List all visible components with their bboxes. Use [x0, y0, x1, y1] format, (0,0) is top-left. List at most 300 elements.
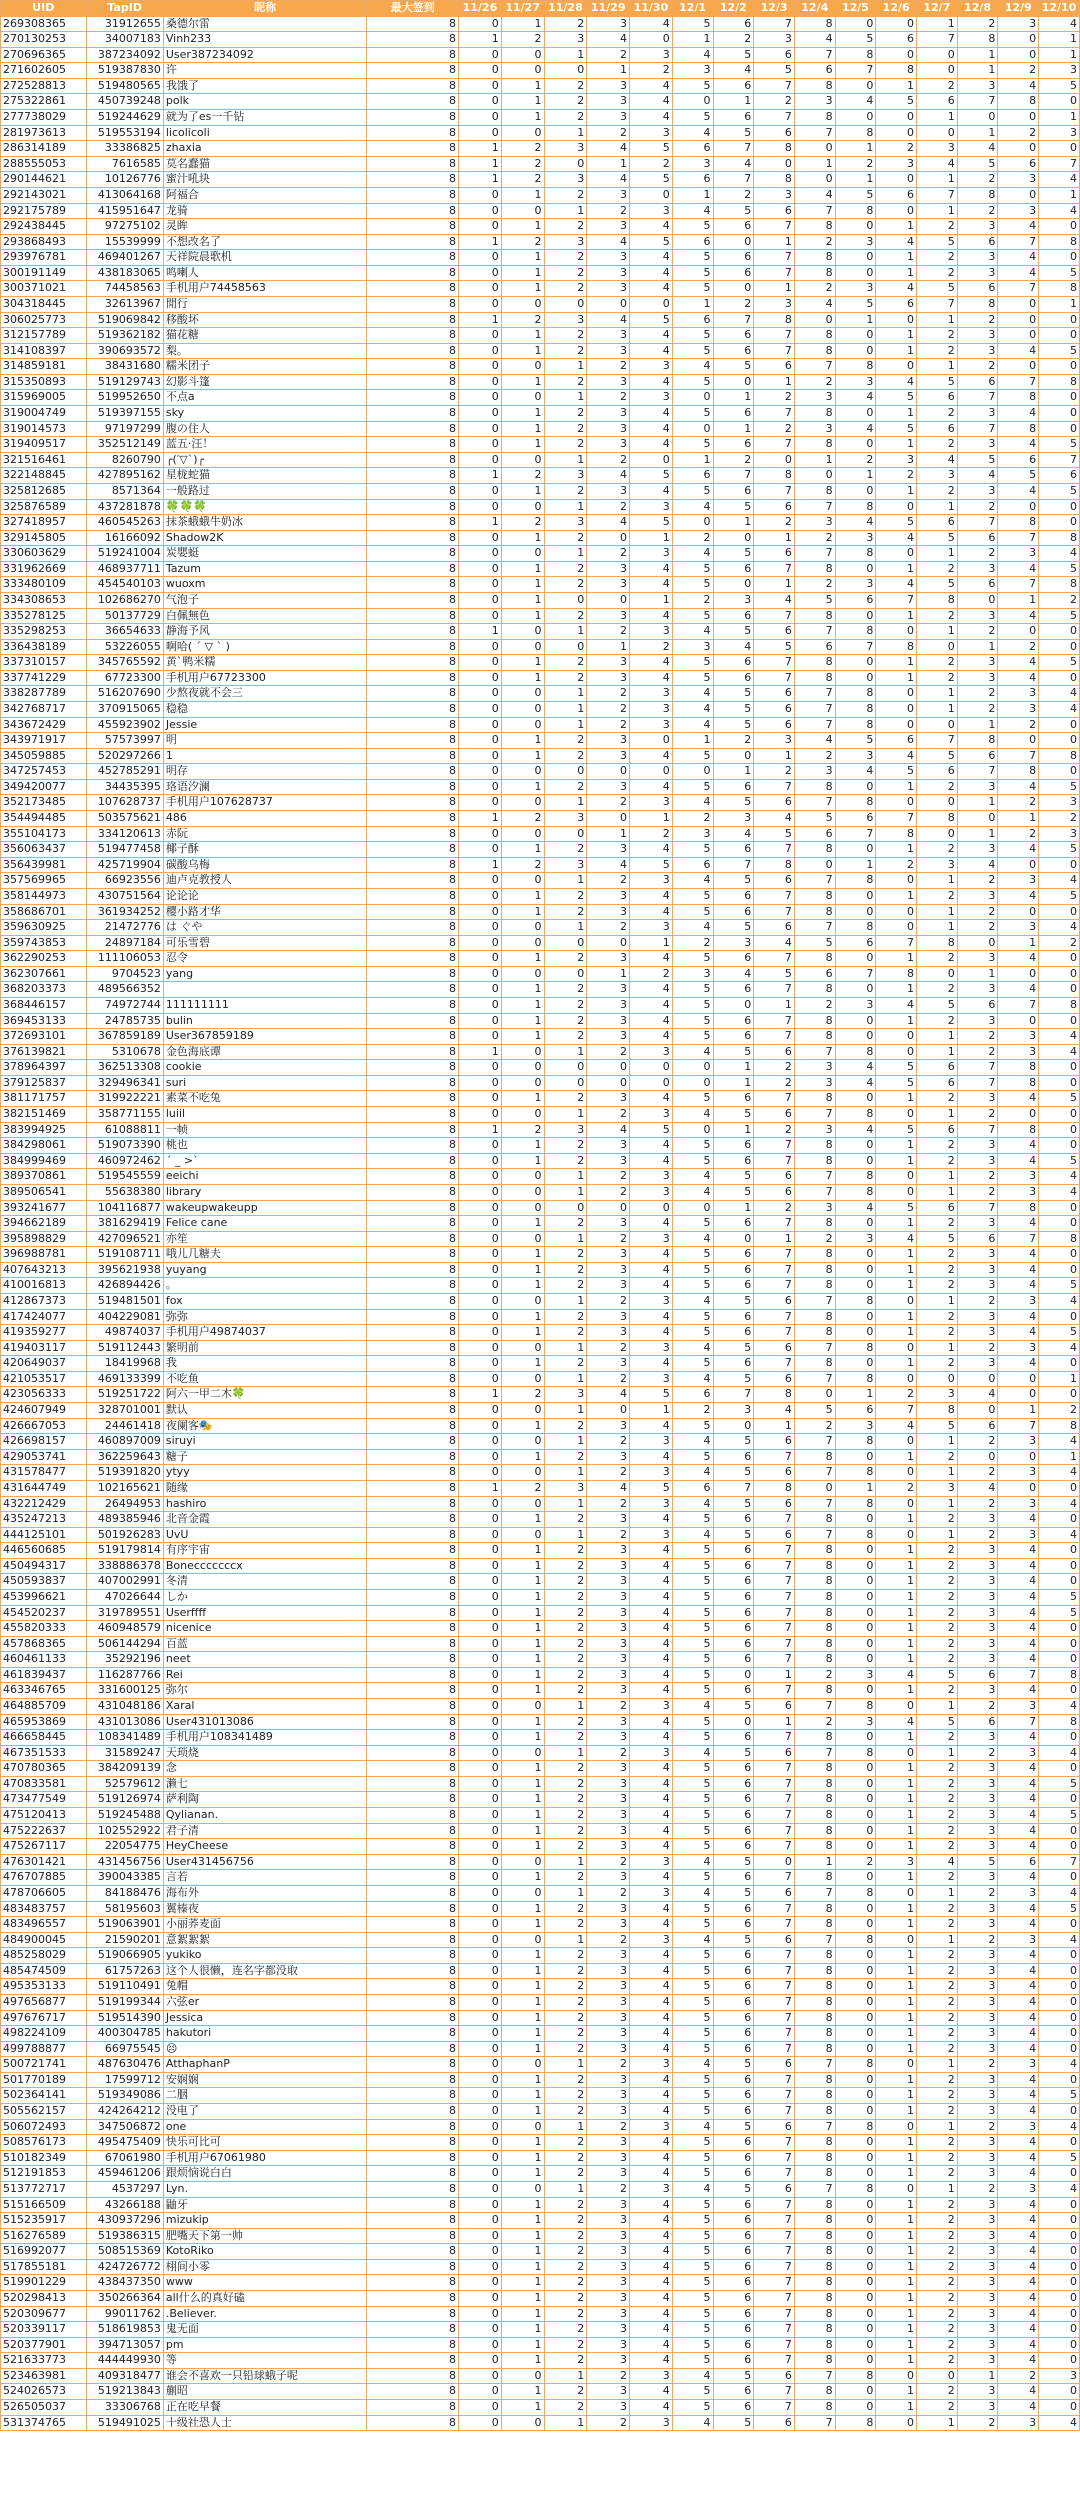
- table-cell: 8: [917, 935, 958, 951]
- table-cell: 6: [713, 2275, 754, 2291]
- table-cell: 485474509: [1, 1963, 87, 1979]
- table-cell: 0: [835, 1449, 876, 1465]
- table-cell: 5: [794, 592, 835, 608]
- table-cell: 1: [459, 32, 502, 48]
- table-cell: 8: [794, 1449, 835, 1465]
- table-cell: 4: [630, 219, 673, 235]
- table-cell: 5: [713, 1932, 754, 1948]
- table-cell: 3: [630, 702, 673, 718]
- table-cell: 0: [459, 530, 502, 546]
- table-cell: 2: [957, 920, 998, 936]
- table-cell: 3: [587, 187, 630, 203]
- table-cell: 321516461: [1, 452, 87, 468]
- table-cell: 4: [630, 779, 673, 795]
- table-cell: 347257453: [1, 764, 87, 780]
- table-cell: 1: [544, 920, 587, 936]
- table-cell: 8: [367, 110, 459, 126]
- table-cell: 8: [367, 1605, 459, 1621]
- table-cell: 8: [794, 1621, 835, 1637]
- table-cell: 0: [835, 1652, 876, 1668]
- table-cell: 58195603: [86, 1901, 163, 1917]
- table-cell: 手机用户49874037: [163, 1325, 367, 1341]
- table-cell: 8: [754, 172, 795, 188]
- table-cell: 0: [1039, 1107, 1080, 1123]
- table-cell: 2: [957, 1434, 998, 1450]
- table-cell: 6: [998, 1854, 1039, 1870]
- table-cell: 0: [1039, 1917, 1080, 1933]
- table-cell: fox: [163, 1293, 367, 1309]
- table-cell: 2: [917, 1153, 958, 1169]
- table-cell: 4: [672, 2415, 713, 2431]
- table-cell: 稳稳: [163, 702, 367, 718]
- table-cell: 1: [713, 1075, 754, 1091]
- table-cell: 1: [501, 187, 544, 203]
- table-cell: 8: [367, 733, 459, 749]
- table-cell: 2: [672, 592, 713, 608]
- table-cell: 3: [587, 2135, 630, 2151]
- table-cell: 1: [501, 406, 544, 422]
- table-cell: 2: [917, 982, 958, 998]
- table-cell: 3: [587, 1247, 630, 1263]
- table-cell: 3: [587, 779, 630, 795]
- table-cell: 3: [957, 1605, 998, 1621]
- table-cell: 4: [630, 1652, 673, 1668]
- table-cell: 1: [876, 437, 917, 453]
- table-cell: 7: [794, 1169, 835, 1185]
- table-cell: 2: [544, 2041, 587, 2057]
- table-cell: 0: [501, 966, 544, 982]
- table-cell: 0: [998, 141, 1039, 157]
- table-cell: 3: [630, 499, 673, 515]
- column-header: 12/2: [713, 1, 754, 17]
- table-cell: 0: [501, 63, 544, 79]
- table-cell: licolicoli: [163, 125, 367, 141]
- table-cell: 0: [835, 2244, 876, 2260]
- table-cell: 2: [544, 406, 587, 422]
- table-cell: 343971917: [1, 733, 87, 749]
- table-cell: 1: [501, 1512, 544, 1528]
- table-cell: 6: [713, 888, 754, 904]
- table-cell: 5: [672, 1683, 713, 1699]
- table-cell: 6: [754, 1340, 795, 1356]
- table-cell: 4: [998, 1605, 1039, 1621]
- table-cell: 4: [630, 374, 673, 390]
- table-cell: 2: [917, 2135, 958, 2151]
- table-cell: 8: [794, 1636, 835, 1652]
- table-cell: 319014573: [1, 421, 87, 437]
- table-cell: 8: [367, 1231, 459, 1247]
- table-cell: yuyang: [163, 1262, 367, 1278]
- table-cell: 314859181: [1, 359, 87, 375]
- table-cell: 1: [587, 826, 630, 842]
- table-cell: 331962669: [1, 561, 87, 577]
- table-cell: 哦儿几糖夫: [163, 1247, 367, 1263]
- table-cell: 2: [957, 1745, 998, 1761]
- table-cell: 0: [459, 1231, 502, 1247]
- table-cell: 4: [672, 1745, 713, 1761]
- table-cell: 6: [713, 406, 754, 422]
- table-cell: 0: [1039, 2166, 1080, 2182]
- table-cell: 4: [794, 187, 835, 203]
- table-cell: 7: [794, 795, 835, 811]
- table-cell: 2: [544, 2244, 587, 2260]
- table-cell: 8: [794, 670, 835, 686]
- table-cell: 3: [957, 1761, 998, 1777]
- table-cell: 4: [876, 748, 917, 764]
- table-cell: 8: [367, 1667, 459, 1683]
- table-cell: 4: [630, 2337, 673, 2353]
- table-cell: 1: [917, 1745, 958, 1761]
- table-cell: 1: [917, 1184, 958, 1200]
- table-row: [1, 1761, 1080, 1777]
- table-cell: 2: [754, 1122, 795, 1138]
- table-cell: 8: [367, 328, 459, 344]
- table-cell: 5: [1039, 2150, 1080, 2166]
- table-cell: 6: [917, 94, 958, 110]
- table-cell: 517855181: [1, 2259, 87, 2275]
- table-cell: 4: [672, 1231, 713, 1247]
- table-cell: 2: [544, 1636, 587, 1652]
- table-cell: 7: [754, 2213, 795, 2229]
- table-row: [1, 1527, 1080, 1543]
- table-cell: 啊哈( ´ ▽ ` ): [163, 639, 367, 655]
- table-cell: 417424077: [1, 1309, 87, 1325]
- table-cell: 312157789: [1, 328, 87, 344]
- table-cell: 0: [876, 359, 917, 375]
- table-cell: 2: [917, 2088, 958, 2104]
- table-cell: 2: [917, 1652, 958, 1668]
- table-cell: 4: [998, 561, 1039, 577]
- table-cell: 7: [754, 2010, 795, 2026]
- table-cell: 7: [713, 1387, 754, 1403]
- table-cell: 6: [713, 670, 754, 686]
- table-cell: 0: [876, 1029, 917, 1045]
- table-cell: 2: [544, 1325, 587, 1341]
- column-header: 12/6: [876, 1, 917, 17]
- table-cell: 431013086: [86, 1714, 163, 1730]
- table-cell: 3: [957, 1247, 998, 1263]
- table-cell: 2: [876, 857, 917, 873]
- table-cell: 4: [998, 2337, 1039, 2353]
- table-cell: 3: [587, 1901, 630, 1917]
- table-cell: 8: [367, 1044, 459, 1060]
- table-cell: 3: [587, 1776, 630, 1792]
- table-cell: 4: [630, 2041, 673, 2057]
- table-cell: 2: [917, 78, 958, 94]
- table-cell: 4: [630, 1325, 673, 1341]
- table-cell: 桃也: [163, 1138, 367, 1154]
- table-cell: 8: [998, 421, 1039, 437]
- table-cell: 8: [367, 1262, 459, 1278]
- table-cell: 3: [957, 2010, 998, 2026]
- table-cell: 0: [957, 1449, 998, 1465]
- table-cell: 7: [754, 982, 795, 998]
- table-cell: 5: [672, 1449, 713, 1465]
- table-cell: 7: [917, 187, 958, 203]
- table-cell: 4: [630, 1029, 673, 1045]
- table-cell: 3: [794, 764, 835, 780]
- table-cell: 2: [544, 1029, 587, 1045]
- table-cell: 0: [501, 452, 544, 468]
- table-cell: 1: [501, 421, 544, 437]
- table-cell: 3: [587, 1278, 630, 1294]
- table-cell: 0: [459, 63, 502, 79]
- table-cell: 0: [957, 1403, 998, 1419]
- table-cell: 8: [835, 1434, 876, 1450]
- table-cell: 8: [998, 764, 1039, 780]
- table-cell: 3: [835, 234, 876, 250]
- table-cell: 1: [876, 1979, 917, 1995]
- table-cell: 1: [501, 1948, 544, 1964]
- table-cell: 3: [630, 2368, 673, 2384]
- table-cell: 1: [876, 608, 917, 624]
- table-cell: 7: [998, 1714, 1039, 1730]
- table-cell: 0: [459, 888, 502, 904]
- table-cell: 5: [672, 1979, 713, 1995]
- table-cell: 38431680: [86, 359, 163, 375]
- table-cell: 0: [1039, 1075, 1080, 1091]
- table-cell: 4: [1039, 1699, 1080, 1715]
- table-cell: 1: [957, 966, 998, 982]
- table-cell: 0: [835, 1138, 876, 1154]
- table-cell: 2: [544, 2213, 587, 2229]
- table-cell: 8: [367, 374, 459, 390]
- table-cell: 99011762: [86, 2306, 163, 2322]
- table-cell: 431644749: [1, 1480, 87, 1496]
- column-header: 12/10: [1039, 1, 1080, 17]
- table-cell: 3: [1039, 2368, 1080, 2384]
- table-cell: 2: [544, 1901, 587, 1917]
- table-cell: 5: [1039, 483, 1080, 499]
- table-cell: 8: [794, 655, 835, 671]
- table-cell: 5: [713, 2368, 754, 2384]
- table-row: [1, 1107, 1080, 1123]
- table-cell: 6: [713, 1543, 754, 1559]
- table-cell: 2: [544, 1278, 587, 1294]
- table-cell: 7: [1039, 156, 1080, 172]
- table-cell: 鼬牙: [163, 2197, 367, 2213]
- table-cell: 2: [794, 998, 835, 1014]
- table-cell: 314108397: [1, 343, 87, 359]
- table-cell: 8: [835, 1184, 876, 1200]
- table-cell: 许: [163, 63, 367, 79]
- table-cell: 102165621: [86, 1480, 163, 1496]
- table-cell: neet: [163, 1652, 367, 1668]
- table-cell: 5: [672, 483, 713, 499]
- table-cell: 2: [544, 1589, 587, 1605]
- table-cell: 3: [957, 1792, 998, 1808]
- table-cell: 0: [876, 624, 917, 640]
- table-cell: 1: [917, 2415, 958, 2431]
- table-cell: 0: [501, 1854, 544, 1870]
- table-cell: 427096521: [86, 1231, 163, 1247]
- table-cell: 4: [672, 2368, 713, 2384]
- table-cell: 7: [917, 733, 958, 749]
- table-cell: 0: [835, 1808, 876, 1824]
- table-cell: 6: [754, 1885, 795, 1901]
- table-cell: 1: [544, 1932, 587, 1948]
- table-cell: 7: [754, 2353, 795, 2369]
- table-cell: 3: [630, 2415, 673, 2431]
- table-cell: 0: [835, 437, 876, 453]
- table-cell: 1: [501, 2337, 544, 2353]
- table-cell: 3: [587, 1714, 630, 1730]
- table-cell: 1: [501, 1683, 544, 1699]
- table-cell: 3: [587, 483, 630, 499]
- table-cell: 3: [957, 1153, 998, 1169]
- table-cell: 8: [794, 483, 835, 499]
- table-cell: 5: [713, 2181, 754, 2197]
- table-cell: 410016813: [1, 1278, 87, 1294]
- table-cell: 0: [459, 406, 502, 422]
- table-cell: 6: [835, 935, 876, 951]
- table-cell: 5: [672, 110, 713, 126]
- table-cell: 8: [367, 1558, 459, 1574]
- table-row: [1, 2259, 1080, 2275]
- table-cell: 0: [835, 328, 876, 344]
- table-cell: 4: [672, 717, 713, 733]
- table-cell: 0: [1039, 1309, 1080, 1325]
- table-cell: 2: [917, 1776, 958, 1792]
- table-cell: 315350893: [1, 374, 87, 390]
- table-cell: 0: [1039, 2135, 1080, 2151]
- table-cell: 6: [713, 2166, 754, 2182]
- table-cell: 5: [672, 2104, 713, 2120]
- table-cell: 4: [672, 1527, 713, 1543]
- table-cell: 6: [713, 842, 754, 858]
- table-cell: 6: [754, 702, 795, 718]
- table-cell: Vinh233: [163, 32, 367, 48]
- table-cell: 4: [672, 702, 713, 718]
- table-cell: 7: [754, 343, 795, 359]
- table-cell: 1: [501, 2275, 544, 2291]
- table-cell: 8: [367, 577, 459, 593]
- table-cell: 497676717: [1, 2010, 87, 2026]
- table-row: [1, 1558, 1080, 1574]
- table-cell: 7: [713, 1480, 754, 1496]
- table-cell: 407002991: [86, 1574, 163, 1590]
- column-header: 11/30: [630, 1, 673, 17]
- table-cell: 454540103: [86, 577, 163, 593]
- table-cell: 2: [957, 702, 998, 718]
- table-cell: 0: [459, 998, 502, 1014]
- table-cell: 2: [876, 468, 917, 484]
- table-cell: 6: [754, 795, 795, 811]
- table-cell: 3: [957, 2244, 998, 2260]
- table-cell: 7: [957, 390, 998, 406]
- table-cell: 2: [630, 156, 673, 172]
- table-row: [1, 94, 1080, 110]
- table-cell: 7: [998, 748, 1039, 764]
- table-cell: 3: [957, 265, 998, 281]
- table-cell: 8: [367, 702, 459, 718]
- table-cell: 1: [501, 1839, 544, 1855]
- table-cell: 3: [630, 1340, 673, 1356]
- table-row: [1, 483, 1080, 499]
- table-cell: 2: [917, 1917, 958, 1933]
- table-cell: 4: [1039, 920, 1080, 936]
- table-row: [1, 655, 1080, 671]
- table-cell: 4: [1039, 1745, 1080, 1761]
- table-cell: 2: [957, 2119, 998, 2135]
- table-cell: 8: [367, 2197, 459, 2213]
- table-cell: 22054775: [86, 1839, 163, 1855]
- table-cell: 7: [794, 1434, 835, 1450]
- table-row: [1, 1854, 1080, 1870]
- table-cell: 2: [917, 437, 958, 453]
- table-cell: 8: [367, 2104, 459, 2120]
- table-cell: 3: [587, 281, 630, 297]
- table-cell: 6: [713, 2041, 754, 2057]
- table-cell: 0: [501, 1885, 544, 1901]
- table-cell: 4: [998, 1792, 1039, 1808]
- table-cell: 1: [501, 1730, 544, 1746]
- table-cell: 8: [754, 468, 795, 484]
- table-cell: 3: [835, 374, 876, 390]
- table-cell: 0: [835, 2197, 876, 2213]
- table-cell: 34007183: [86, 32, 163, 48]
- table-cell: 362307661: [1, 966, 87, 982]
- table-cell: 6: [713, 2400, 754, 2416]
- table-cell: 6: [957, 1231, 998, 1247]
- table-row: [1, 966, 1080, 982]
- table-cell: 0: [501, 717, 544, 733]
- table-cell: 8: [835, 1371, 876, 1387]
- table-cell: 3: [587, 2010, 630, 2026]
- table-cell: 2: [544, 2275, 587, 2291]
- table-cell: 0: [1039, 141, 1080, 157]
- table-cell: 8: [367, 2306, 459, 2322]
- table-row: [1, 141, 1080, 157]
- table-cell: 0: [459, 2322, 502, 2338]
- table-cell: 3: [587, 2166, 630, 2182]
- table-cell: 2: [544, 1714, 587, 1730]
- table-cell: 6: [713, 1776, 754, 1792]
- table-cell: 8: [794, 265, 835, 281]
- table-cell: 7: [794, 1340, 835, 1356]
- table-cell: 7: [794, 1885, 835, 1901]
- table-row: [1, 1060, 1080, 1076]
- table-cell: 1: [544, 717, 587, 733]
- table-cell: 4: [672, 920, 713, 936]
- table-cell: ´ _ >`: [163, 1153, 367, 1169]
- table-cell: 31912655: [86, 16, 163, 32]
- table-cell: 1: [876, 219, 917, 235]
- table-cell: 6: [835, 1403, 876, 1419]
- table-cell: 0: [1039, 670, 1080, 686]
- table-cell: 4: [754, 811, 795, 827]
- table-cell: 7: [794, 2119, 835, 2135]
- table-cell: 3: [835, 281, 876, 297]
- table-cell: 2: [957, 2415, 998, 2431]
- table-cell: 6: [957, 1714, 998, 1730]
- table-cell: 5: [876, 1075, 917, 1091]
- table-cell: 8: [367, 2072, 459, 2088]
- table-cell: 8: [367, 2119, 459, 2135]
- table-cell: 0: [1039, 1387, 1080, 1403]
- table-cell: 8: [794, 2041, 835, 2057]
- table-cell: 3: [957, 1979, 998, 1995]
- table-cell: 3: [630, 624, 673, 640]
- table-cell: 8: [1039, 748, 1080, 764]
- table-cell: 5: [876, 390, 917, 406]
- table-cell: 0: [835, 2322, 876, 2338]
- table-cell: 0: [501, 1060, 544, 1076]
- table-cell: 0: [1039, 390, 1080, 406]
- table-cell: 4: [587, 141, 630, 157]
- table-cell: 7: [794, 546, 835, 562]
- table-cell: 4: [630, 1605, 673, 1621]
